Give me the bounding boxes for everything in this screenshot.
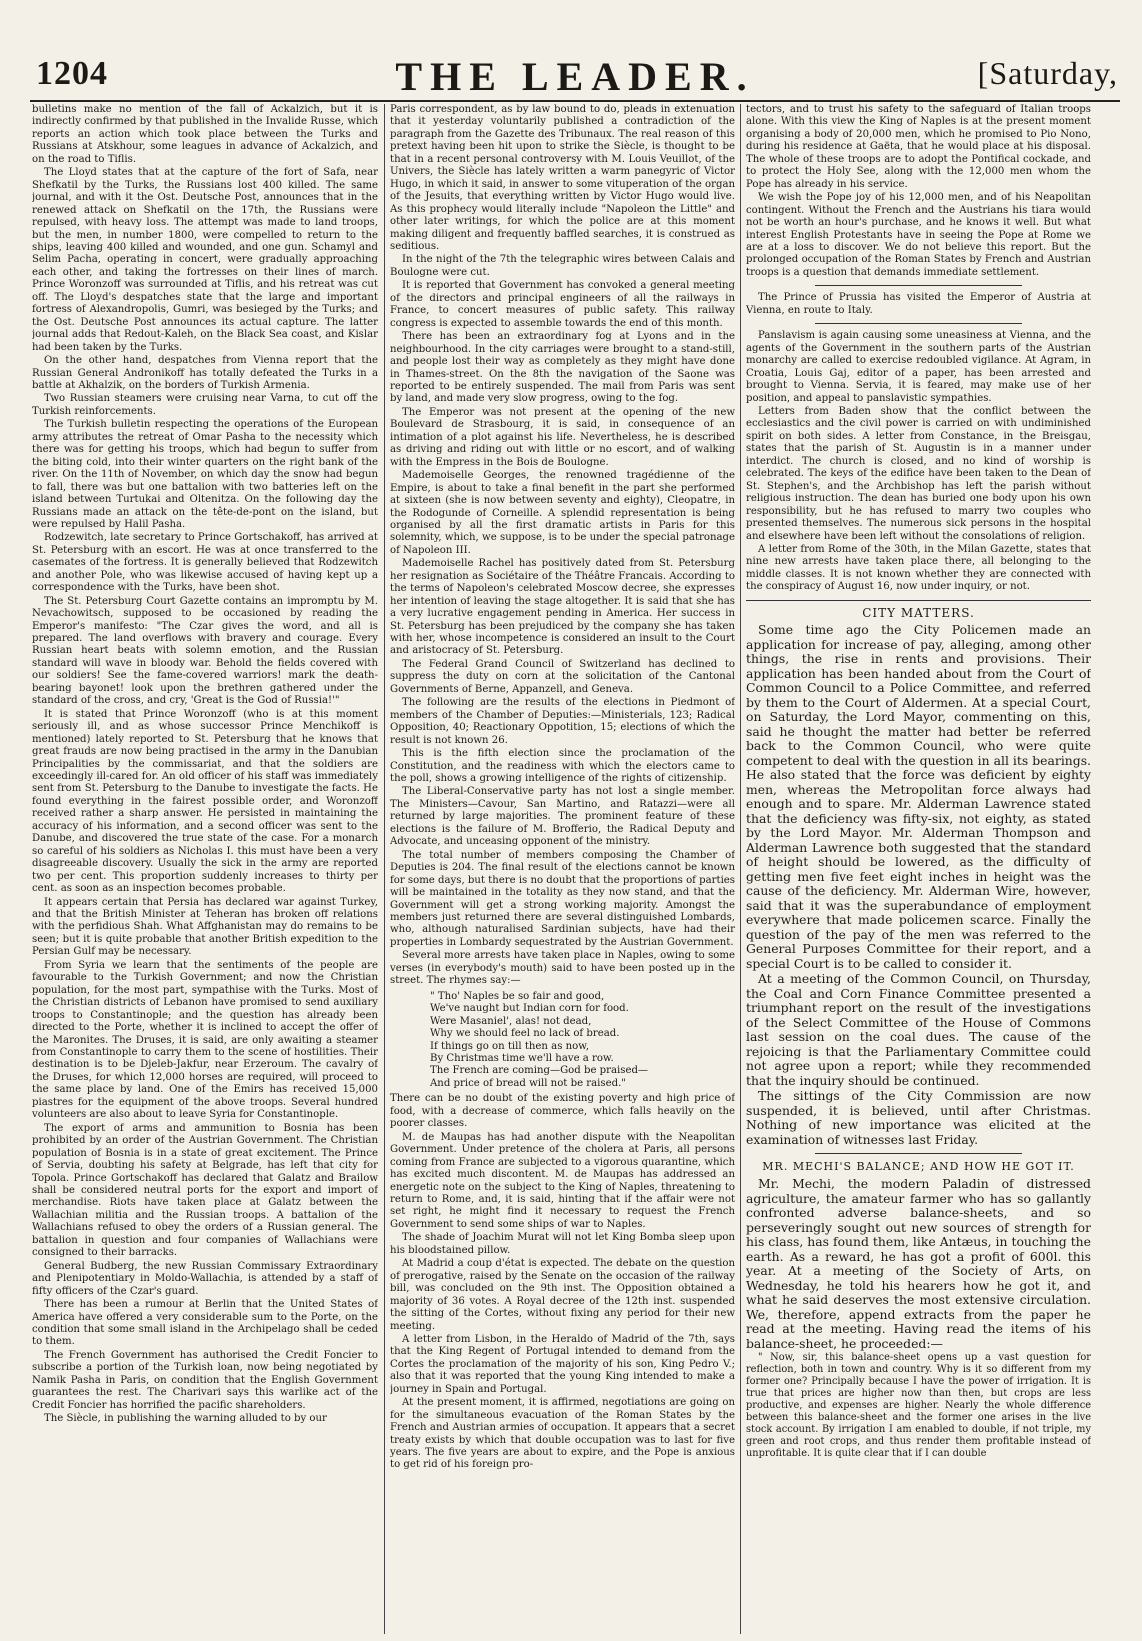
article-paragraph: It is stated that Prince Woronzoff (who is at this moment seriously ill, and as whose successor Prince Menchikoff is mentioned) lately reported to St. Petersburg that he knows that great frauds are now being practised in the army in the Danubian Principalities by the commissariat, and that the soldiers are exceedingly ill-cared for. An old officer of his staff was immediately sent from St. Petersburg to the Danube to investigate the facts. He found everything in the fairest possible order, and Woronzoff received rather a sharp answer. He persisted in maintaining the accuracy of his information, and a second officer was sent to the Danube, and discovered the true state of the case. For a monarch so careful of his soldiers as Nicholas I. this must have been a very disagreeable discovery. Usually the sick in the army are reported two per cent. This proportion suddenly increases to thirty per cent. as soon as an inspection becomes probable. [32,708,378,895]
poem-line: The French are coming—God be praised— [430,1065,649,1077]
column-rule-1 [384,104,385,1634]
article-paragraph: Two Russian steamers were cruising near Varna, to cut off the Turkish reinforcements. [32,393,378,417]
city-matters-heading: CITY MATTERS. [862,605,975,620]
article-paragraph: On the other hand, despatches from Vienna report that the Russian General Andronikoff has totally defeated the Turks in a battle at Akhalzik, on the borders of Turkish Armenia. [32,355,378,391]
column-2 [390,104,735,1634]
article-paragraph: Panslavism is again causing some uneasiness at Vienna, and the agents of the Government in the southern parts of the Austrian monarchy are called to exercise redoubled vigilance. At Agram, in Croatia, Louis Gaj, editor of a paper, has been arrested and brought to Vienna. Servia, it is feared, may make use of her position, and appeal to panslavistic sympathies. [746,330,1091,404]
article-paragraph: Rodzewitch, late secretary to Prince Gortschakoff, has arrived at St. Petersburg with an escort. He was at once transferred to the casemates of the fortress. It is generally believed that Rodzewitch and another Pole, who was likewise accused of having kept up a correspondence with the Turks, have been shot. [32,532,378,594]
article-paragraph: bulletins make no mention of the fall of Ackalzich, but it is indirectly confirmed by that published in the Invalide Russe, which reports an action which took place between the Turks and Russians at Atskhour, some leagues in advance of Ackalzich, and on the road to Tiflis. [32,104,378,165]
poem-line: Why we should feel no lack of bread. [430,1028,620,1040]
column-rule-2 [740,104,741,1634]
article-paragraph: Paris correspondent, as by law bound to do, pleads in extenuation that it yesterday voluntarily published a contradiction of the paragraph from the Gazette des Tribunaux. The real reason of this pretext having been hit upon to strike the Siècle, is thought to be that in a recent personal controversy with M. Louis Veuillot, of the Univers, the Siècle has lately written a warm panegyric of Victor Hugo, in which it said, in answer to some vituperation of the organ of the Jesuits, that everything written by Victor Hugo would live. As this prophecy would literally include "Napoleon the Little" and other later writings, for which the police are at this moment making diligent and frequently baffled searches, it is construed as seditious. [390,104,735,252]
article-paragraph: The following are the results of the elections in Piedmont of members of the Chamber of Deputies:—Ministerials, 123; Radical Opposition, 40; Reactionary Oppotition, 15; elections of which the result is not known 26. [390,697,735,746]
article-paragraph: M. de Maupas has had another dispute with the Neapolitan Government. Under pretence of the cholera at Paris, all persons coming from France are subjected to a vigorous quarantine, which has excited much discontent. M. de Maupas has addressed an energetic note on the subject to the King of Naples, threatening to return to Rome, and, it is said, hinting that if the affair were not set right, he might find it necessary to request the French Government to send some ships of war to Naples. [390,1131,735,1230]
column-3 [746,104,1091,1634]
article-paragraph: General Budberg, the new Russian Commissary Extraordinary and Plenipotentiary in Moldo-Wallachia, is attended by a staff of fifty officers of the Czar's guard. [32,1260,378,1297]
article-paragraph: The shade of Joachim Murat will not let King Bomba sleep upon his bloodstained pillow. [390,1232,735,1256]
issue-day: [Saturday, [977,55,1118,91]
article-paragraph: The Lloyd states that at the capture of the fort of Safa, near Shefkatil by the Turks, the Russians lost 400 killed. The same journal, and with it the Ost. Deutsche Post, announces that in the renewed attack on Shefkatil on the 17th, the Russians were repulsed, with heavy loss. The attempt was made to land troops, but the men, in number 1800, were compelled to return to the ships, leaving 400 killed and wounded, and one gun. Schamyl and Selim Pacha, operating in concert, were gradually approaching each other, and taking the fortresses on their lines of march. Prince Woronzoff was surrounded at Tiflis, and his retreat was cut off. The Lloyd's despatches state that the large and important fortress of Alexandropolis, Gumri, was besieged by the Turks; and the Ost. Deutsche Post announces its actual capture. The latter journal adds that Redout-Kaleh, on the Black Sea coast, and Kislar had been taken by the Turks. [32,167,378,353]
poem-line: If things go on till then as now, [430,1040,589,1052]
quoted-extract: " Now, sir, this balance-sheet opens up a vast question for reflection, both in town and country. Why is it so different from my former one? Principally because I have the power of irrigation. It is true that prices are higher now than then, but crops are less productive, and expenses are higher. Nearly the whole difference between this balance-sheet and the former one arises in the live stock account. By irrigation I am enabled to double, if not triple, my green and root crops, and thus render them profitable instead of unprofitable. It is quite clear that if I can double [746,1352,1091,1460]
article-paragraph: Some time ago the City Policemen made an application for increase of pay, alleging, among other things, the rise in rents and provisions. Their application has been handed about from the Court of Common Council to a Police Committee, and referred by them to the Court of Aldermen. At a special Court, on Saturday, the Lord Mayor, commenting on this, said he thought the matter had better be referred back to the Common Council, who were quite competent to deal with the question in all its bearings. He also stated that the force was deficient by eighty men, whereas the Metropolitan force always had enough and to spare. Mr. Alderman Lawrence stated that the deficiency was fifty-six, not eighty, as stated by the Lord Mayor. Mr. Alderman Thompson and Alderman Lawrence both suggested that the standard of height should be lowered, as the difficulty of getting men five feet eight inches in height was the cause of the deficiency. Mr. Alderman Wire, however, said that it was the superabundance of employment everywhere that made policemen scarce. Finally the question of the pay of the men was referred to the General Purposes Committee for their report, and a special Court is to be called to consider it. [746,622,1091,971]
poem-line: " Tho' Naples be so fair and good, [430,990,605,1002]
column-1 [32,104,378,1634]
article-paragraph: At Madrid a coup d'état is expected. The debate on the question of prerogative, raised by the Senate on the occasion of the railway bill, was concluded on the 9th inst. The Opposition obtained a majority of 36 votes. A Royal decree of the 12th inst. suspended the sitting of the Cortes, without fixing any period for their new meeting. [390,1258,735,1332]
article-paragraph: Letters from Baden show that the conflict between the ecclesiastics and the civil power is carried on with undiminished spirit on both sides. A letter from Constance, in the Breisgau, states that the parish of St. Augustin is in a manner under interdict. The church is closed, and no kind of worship is celebrated. The keys of the edifice have been taken to the Dean of St. Stephen's, and the Archbishop has left the parish without religious instruction. The dean has buried one body upon his own responsibility, but he has refused to marry two couples who presented themselves. The numerous sick persons in the hospital and elsewhere have been left without the consolations of religion. [746,405,1091,542]
article-paragraph: The French Government has authorised the Credit Foncier to subscribe a portion of the Turkish loan, now being negotiated by Namik Pasha in Paris, on condition that the English Government guarantees the rest. The Charivari says this warlike act of the Credit Foncier has horrified the pacific shareholders. [32,1349,378,1411]
article-paragraph: Mr. Mechi, the modern Paladin of distressed agriculture, the amateur farmer who has so gallantly confronted adverse balance-sheets, and so perseveringly sought out new sources of strength for his class, has found them, like Antæus, in touching the earth. As a reward, he has got a profit of 600l. this year. At a meeting of the Society of Arts, on Wednesday, he told his hearers how he got it, and what he said deserves the most extensive circulation. We, therefore, append extracts from the paper he read at the meeting. Having read the items of his balance-sheet, he proceeded:— [746,1176,1091,1351]
article-paragraph: We wish the Pope joy of his 12,000 men, and of his Neapolitan contingent. Without the French and the Austrians his tiara would not be worth an hour's purchase, and he knows it well. But what interest English Protestants have in seeing the Pope at Rome we are at a loss to discover. We do not believe this report. But the prolonged occupation of the Roman States by French and Austrian troops is a question that demands immediate settlement. [746,192,1091,278]
mechi-heading: MR. MECHI'S BALANCE; AND HOW HE GOT IT. [762,1160,1075,1174]
poem-line: We've naught but Indian corn for food. [430,1003,629,1015]
section-divider [815,323,1022,324]
poem-line: By Christmas time we'll have a row. [430,1052,614,1064]
article-paragraph: A letter from Rome of the 30th, in the Milan Gazette, states that nine new arrests have taken place there, all belonging to the middle classes. It is not known whether they are connected with the conspiracy of August 16, now under inquiry, or not. [746,543,1091,593]
article-paragraph: The Prince of Prussia has visited the Emperor of Austria at Vienna, en route to Italy. [746,292,1091,316]
article-paragraph: At the present moment, it is affirmed, negotiations are going on for the simultaneous evacuation of the Roman States by the French and Austrian armies of occupation. It appears that a secret treaty exists by which that double occupation was to last for five years. The five years are about to expire, and the Pope is anxious to get rid of his foreign pro- [390,1397,735,1471]
article-paragraph: This is the fifth election since the proclamation of the Constitution, and the readiness with which the electors came to the poll, shows a growing intelligence of the rights of citizenship. [390,748,735,785]
masthead [30,55,1120,101]
masthead-rule [30,100,1120,102]
article-paragraph: It is reported that Government has convoked a general meeting of the directors and principal engineers of all the railways in France, to concert measures of public safety. This railway congress is expected to assemble towards the end of this month. [390,280,735,329]
section-divider [815,285,1022,286]
article-paragraph: The sittings of the City Commission are now suspended, it is believed, until after Christmas. Nothing of new importance was elicited at the examination of witnesses last Friday. [746,1088,1091,1147]
naples-rhyme [430,991,735,1091]
article-paragraph: There can be no doubt of the existing poverty and high price of food, with a decrease of commerce, which falls heavily on the poorer classes. [390,1093,735,1130]
section-divider [746,600,1091,601]
article-paragraph: There has been an extraordinary fog at Lyons and in the neighbourhood. In the city carriages were brought to a stand-still, and people lost their way as completely as they might have done in Thames-street. On the 8th the navigation of the Saone was reported to be entirely suspended. The mail from Paris was sent by land, and made very slow progress, owing to the fog. [390,331,735,405]
article-paragraph: From Syria we learn that the sentiments of the people are favourable to the Turkish Government; and now the Christian population, for the most part, sympathise with the Turks. Most of the Christian districts of Lebanon have promised to send auxiliary troops to Constantinople; and the question has already been directed to the Porte, whether it is inclined to accept the offer of the Maronites. The Druses, it is said, are only awaiting a steamer from Constantinople to carry them to the scene of hostilities. Their destination is to be Djeleb-Jakfur, near Erzeroum. The cavalry of the Druses, for which 12,000 horses are required, will proceed to the same place by land. One of the Emirs has received 15,000 piastres for the equipment of the above troops. Several hundred volunteers are also about to leave Syria for Constantinople. [32,959,378,1121]
article-paragraph: The St. Petersburg Court Gazette contains an impromptu by M. Nevachowitsch, supposed to be occasioned by reading the Emperor's manifesto: "The Czar gives the word, and all is prepared. The land overflows with bravery and courage. Every Russian heart beats with solemn emotion, and the Russian standard will wave in bloody war. Behold the fields covered with our soldiers! See the fame-covered warriors! mark the death-bearing bayonet! look upon the brethren gathered under the standard of the cross, and cry, 'Great is the God of Russia!'" [32,595,378,707]
article-paragraph: The Siècle, in publishing the warning alluded to by our [44,1413,327,1425]
article-paragraph: The total number of members composing the Chamber of Deputies is 204. The final result of the elections cannot be known for some days, but there is no doubt that the proportions of parties will be maintained in the totality as they now stand, and that the Government will get a strong working majority. Amongst the members just returned there are several distinguished Lombards, who, although naturalised Sardinian subjects, have had their properties in Lombardy sequestrated by the Austrian Government. [390,849,735,948]
article-paragraph: At a meeting of the Common Council, on Thursday, the Coal and Corn Finance Committee presented a triumphant report on the result of the investigations of the Select Committee of the House of Commons last session on the coal dues. The cause of the rejoicing is that the Parliamentary Committee could not agree upon a report; while they recommended that the inquiry should be continued. [746,971,1091,1088]
article-paragraph: The Liberal-Conservative party has not lost a single member. The Ministers—Cavour, San Martino, and Ratazzi—were all returned by large majorities. The prominent feature of these elections is the failure of M. Brofferio, the Radical Deputy and Advocate, and unceasing opponent of the ministry. [390,786,735,848]
article-paragraph: It appears certain that Persia has declared war against Turkey, and that the British Minister at Teheran has broken off relations with the perfidious Shah. What Affghanistan may do remains to be seen; but it is quite probable that another British expedition to the Persian Gulf may be necessary. [32,896,378,958]
newspaper-title: THE LEADER. [395,54,755,99]
section-divider [815,1153,1022,1154]
page-number: 1204 [36,55,108,92]
article-paragraph: There has been a rumour at Berlin that the United States of America have offered a very considerable sum to the Porte, on the condition that some small island in the Archipelago shall be ceded to them. [32,1299,378,1348]
article-paragraph: The Federal Grand Council of Switzerland has declined to suppress the duty on corn at the solicitation of the Cantonal Governments of Berne, Appanzell, and Geneva. [390,658,735,695]
article-paragraph: The Turkish bulletin respecting the operations of the European army attributes the retreat of Omar Pasha to the necessity which there was for getting his troops, which had begun to suffer from the biting cold, into their winter quarters on the right bank of the river. On the 11th of November, on which day the snow had begun to fall, there was but one battalion with two batteries left on the island between Turtukai and Oltenitza. On the following day the Russians made an attack on the tête-de-pont on the island, but were repulsed by Halil Pasha. [32,419,378,530]
article-paragraph: In the night of the 7th the telegraphic wires between Calais and Boulogne were cut. [390,254,735,278]
article-paragraph: Mademoiselle Georges, the renowned tragédienne of the Empire, is about to take a final benefit in the part she performed at sixteen (she is now between seventy and eighty), Cleopatre, in the Rodogunde of Corneille. A splendid representation is being organised by all the first dramatic artists in Paris for this solemnity, which, we suppose, is to be under the special patronage of Napoleon III. [390,470,735,556]
article-paragraph: Several more arrests have taken place in Naples, owing to some verses (in everybody's mouth) said to have been posted up in the street. The rhymes say:— [390,950,735,987]
article-paragraph: Mademoiselle Rachel has positively dated from St. Petersburg her resignation as Sociétaire of the Théâtre Francais. According to the terms of Napoleon's celebrated Moscow decree, she expresses her intention of leaving the stage altogether. It is said that she has a very lucrative engagement pending in America. Her success in St. Petersburg has been prejudiced by the company she has taken with her, whose incompetence is considered an insult to the Court and aristocracy of St. Petersburg. [390,558,735,657]
poem-line: And price of bread will not be raised." [430,1077,626,1089]
article-paragraph: A letter from Lisbon, in the Heraldo of Madrid of the 7th, says that the King Regent of Portugal intended to demand from the Cortes the proclamation of the majority of his son, King Pedro V.; also that it was reported that the young King intended to make a journey in Spain and Portugal. [390,1333,735,1395]
article-paragraph: The export of arms and ammunition to Bosnia has been prohibited by an order of the Austrian Government. The Christian population of Bosnia is in a state of great excitement. The Prince of Servia, doubting his safety at Belgrade, has left that city for Topola. Prince Gortschakoff has declared that Galatz and Brailow shall be considered neutral ports for the export and import of merchandise. Riots have taken place at Galatz between the Wallachian militia and the Russian troops. A battalion of the Wallachians refused to obey the orders of a Russian general. The battalion in question and four companies of Wallachians were consigned to their barracks. [32,1122,378,1259]
poem-line: Were Masaniel', alas! not dead, [430,1015,592,1027]
article-paragraph: The Emperor was not present at the opening of the new Boulevard de Strasbourg, it is said, in consequence of an intimation of a plot against his life. Nevertheless, he is described as driving and riding out with little or no escort, and of walking with the Empress in the Bois de Boulogne. [390,406,735,468]
article-paragraph: tectors, and to trust his safety to the safeguard of Italian troops alone. With this view the King of Naples is at the present moment organising a body of 20,000 men, which he promised to Pio Nono, during his residence at Gaëta, that he would place at his disposal. The whole of these troops are to adopt the Pontifical cockade, and to protect the Holy See, along with the 12,000 men whom the Pope has already in his service. [746,104,1091,190]
